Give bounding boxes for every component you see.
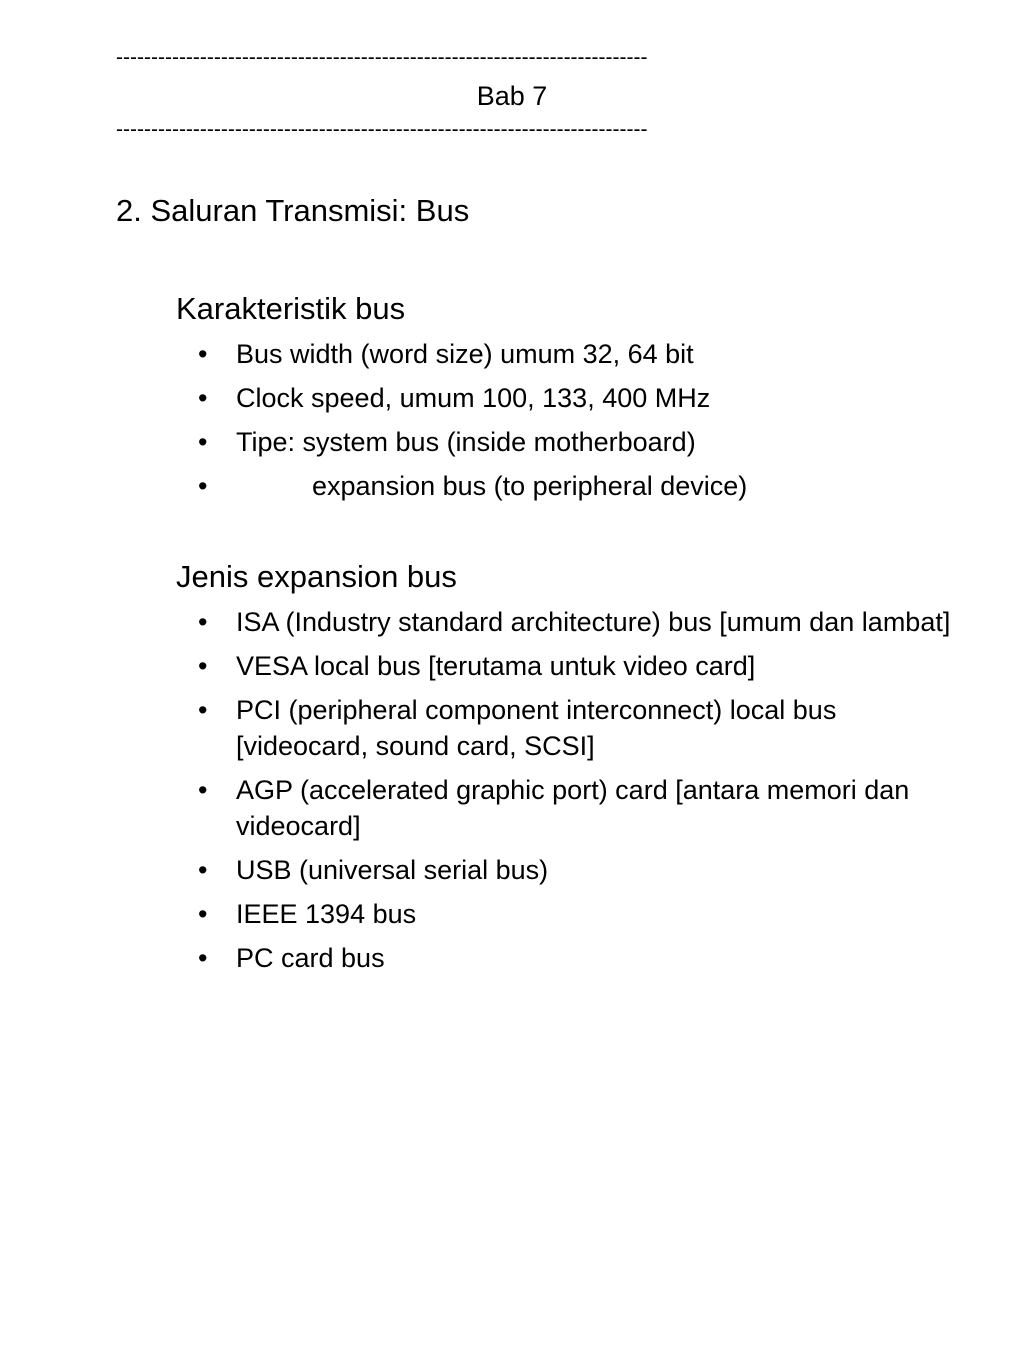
list-item (198, 648, 958, 684)
list-item-text: USB (universal serial bus) (236, 855, 549, 885)
heading-jenis-expansion-bus: Jenis expansion bus (176, 559, 457, 594)
list-item-text: Tipe: system bus (inside motherboard) (236, 427, 696, 457)
bullet-icon: • (198, 775, 208, 805)
bullet-icon: • (198, 855, 208, 885)
chapter-label: Bab 7 (476, 81, 548, 111)
list-item-text: PC card bus (236, 943, 385, 973)
list-item (198, 852, 958, 888)
bullet-icon: • (198, 427, 208, 457)
list-item (198, 772, 958, 844)
list-item (198, 692, 958, 764)
list-item-text: ISA (Industry standard architecture) bus [umum dan lambat] (236, 607, 951, 637)
karakteristik-list (198, 336, 958, 512)
list-item (198, 940, 958, 976)
bullet-icon: • (198, 651, 208, 681)
list-item (198, 468, 958, 504)
header-rule-bottom: ---------------------------------------------------------------------------- (116, 118, 648, 141)
bullet-icon: • (198, 695, 208, 725)
list-item (198, 604, 958, 640)
list-item-text: VESA local bus [terutama untuk video card] (236, 651, 756, 681)
list-item-text: expansion bus (to peripheral device) (312, 471, 748, 501)
bullet-icon: • (198, 471, 208, 501)
jenis-list (198, 604, 958, 984)
list-item (198, 424, 958, 460)
list-item-text: Clock speed, umum 100, 133, 400 MHz (236, 383, 711, 413)
bullet-icon: • (198, 943, 208, 973)
list-item-text: AGP (accelerated graphic port) card [antara memori dan videocard] (236, 775, 910, 841)
bullet-icon: • (198, 899, 208, 929)
list-item-text: IEEE 1394 bus (236, 899, 417, 929)
list-item (198, 896, 958, 932)
bullet-icon: • (198, 607, 208, 637)
header-rule-top: ---------------------------------------------------------------------------- (116, 46, 648, 69)
list-item (198, 336, 958, 372)
list-item-text: Bus width (word size) umum 32, 64 bit (236, 339, 694, 369)
heading-karakteristik-bus: Karakteristik bus (176, 291, 406, 326)
section-title: 2. Saluran Transmisi: Bus (116, 193, 470, 228)
list-item-text: PCI (peripheral component interconnect) local bus [videocard, sound card, SCSI] (236, 695, 837, 761)
bullet-icon: • (198, 339, 208, 369)
list-item (198, 380, 958, 416)
bullet-icon: • (198, 383, 208, 413)
